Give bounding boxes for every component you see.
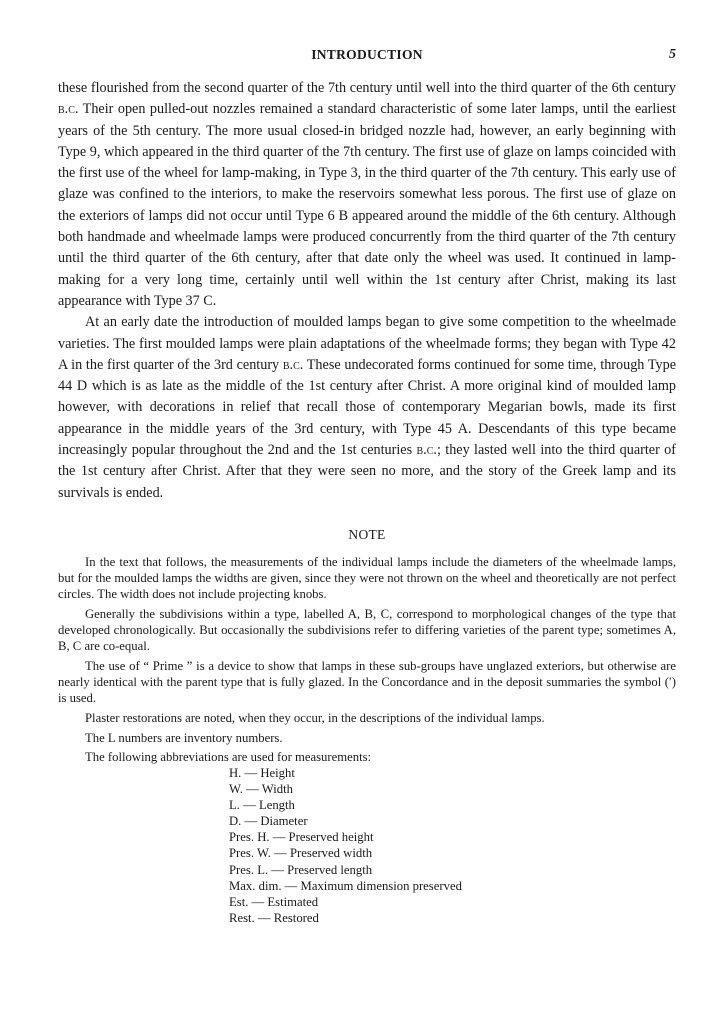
note-paragraph: The use of “ Prime ” is a device to show that lamps in these sub-groups have unglazed exteriors, but otherwise are nearly identical with the parent type that is fully glazed. In the Concordance and in the deposit summaries the symbol (′) is used. [58, 659, 676, 706]
text-run: At an early date the introduction of moulded lamps began to give some competition to the wheelmade varieties. The first moulded lamps were plain adaptations of the wheelmade forms; they began with Type 42 A in the first quarter of the 3rd century [58, 314, 676, 373]
paragraph-1 [58, 78, 676, 312]
paragraph-2 [58, 312, 676, 504]
abbreviation-item: Est. — Estimated [229, 894, 319, 909]
abbreviation-item: L. — Length [229, 798, 295, 813]
note-paragraph: The following abbreviations are used for measurements: [85, 750, 372, 765]
abbreviation-item: Rest. — Restored [229, 910, 319, 925]
note-paragraph: The L numbers are inventory numbers. [85, 730, 283, 745]
text-run: these flourished from the second quarter of the 7th century until well into the third quarter of the 6th century [58, 80, 676, 96]
era-abbreviation: b.c. [58, 101, 79, 118]
abbreviation-item: W. — Width [229, 782, 293, 797]
abbreviation-item: H. — Height [229, 766, 295, 780]
era-abbreviation: b.c. [282, 356, 304, 373]
abbreviation-item: Pres. W. — Preserved width [229, 846, 373, 861]
abbreviation-item: Max. dim. — Maximum dimension preserved [229, 878, 462, 893]
note-paragraph: In the text that follows, the measurements of the individual lamps include the diameters of the wheelmade lamps, but for the moulded lamps the widths are given, since they were not thrown on the wheel and theoretically are not perfect circles. The width does not include projecting knobs. [58, 555, 676, 602]
text-run: ; they lasted well into the third quarter of the 1st century after Christ. After that they were seen no more, and the story of the Greek lamp and its survivals is ended. [58, 442, 676, 501]
note-section [58, 554, 676, 769]
note-paragraph: Generally the subdivisions within a type, labelled A, B, C, correspond to morphological changes of the type that developed chronologically. But occasionally the subdivisions refer to differing varieties of the parent type; sometimes A, B, C are co-equal. [58, 607, 676, 654]
running-title: INTRODUCTION [311, 47, 423, 62]
text-run: Their open pulled-out nozzles remained a standard characteristic of some later lamps, until the earliest years of the 5th century. The more usual closed-in bridged nozzle had, however, an early beginning with Type 9, which appeared in the third quarter of the 7th century. The first use of glaze on lamps coincided with the first use of the wheel for lamp-making, in Type 3, in the third quarter of the 7th century. This early use of glaze was confined to the interiors, to make the reservoirs somewhat less porous. The first use of glaze on the exteriors of lamps did not occur until Type 6 B appeared around the middle of the 6th century. Although both handmade and wheelmade lamps were produced concurrently from the third quarter of the 7th century until the third quarter of the 6th century, after that date only the wheel was used. It continued in lamp-making for a very long time, certainly until well within the 1st century after Christ, making its last appearance with Type 37 C. [58, 101, 676, 309]
era-abbreviation: b.c. [416, 442, 437, 459]
abbreviation-item: D. — Diameter [229, 814, 308, 829]
note-heading: NOTE [348, 527, 386, 542]
body-text [58, 78, 676, 504]
page-number: 5 [669, 47, 676, 62]
abbreviation-list [229, 765, 462, 926]
abbreviation-item: Pres. H. — Preserved height [229, 830, 374, 845]
note-paragraph: Plaster restorations are noted, when they occur, in the descriptions of the individual lamps. [85, 711, 545, 725]
text-run: These undecorated forms continued for some time, through Type 44 D which is as late as the middle of the 1st century after Christ. A more original kind of moulded lamp however, with decorations in relief that recall those of contemporary Megarian bowls, made its first appearance in the middle years of the 3rd century, with Type 45 A. Descendants of this type became increasingly popular throughout the 2nd and the 1st centuries [58, 356, 676, 459]
abbreviation-item: Pres. L. — Preserved length [229, 862, 373, 877]
page-header [58, 47, 676, 67]
